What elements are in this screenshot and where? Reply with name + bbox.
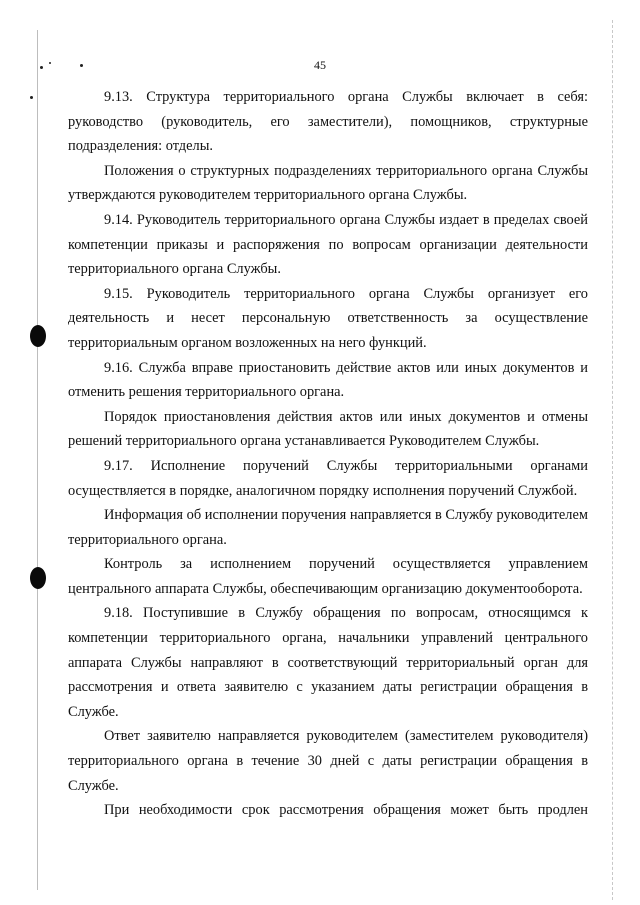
punch-hole-icon — [30, 567, 46, 589]
paragraph: Информация об исполнении поручения направляется в Службу руководителем территориального органа. — [68, 507, 588, 548]
right-margin-rule — [612, 20, 614, 900]
page-number: 45 — [314, 58, 326, 72]
left-margin-rule — [37, 30, 38, 890]
paragraph: Контроль за исполнением поручений осуществляется управлением центрального аппарата Службы, обеспечивающим организацию документооборота. — [68, 556, 588, 597]
paragraph: При необходимости срок рассмотрения обращения может быть продлен — [104, 802, 588, 819]
paragraph: 9.17. Исполнение поручений Службы территориальными органами осуществляется в порядке, аналогичном порядку исполнения поручений Службой. — [68, 457, 588, 499]
paragraph: 9.14. Руководитель территориального органа Службы издает в пределах своей компетенции приказы и распоряжения по вопросам организации деятельности территориального органа Службы. — [68, 211, 588, 278]
paragraph: Ответ заявителю направляется руководителем (заместителем руководителя) территориального органа в течение 30 дней с даты регистрации обращения в Службе. — [68, 728, 588, 794]
paragraph: 9.15. Руководитель территориального органа Службы организует его деятельность и несет персональную ответственность за осуществление территориальным органом возложенных на него функций. — [68, 285, 588, 351]
paragraph: 9.16. Служба вправе приостановить действие актов или иных документов и отменить решения территориального органа. — [68, 359, 588, 401]
document-body — [68, 85, 588, 823]
punch-hole-icon — [30, 325, 46, 347]
paragraph: 9.13. Структура территориального органа Службы включает в себя: руководство (руководитель, его заместители), помощников, структурные подразделения: отделы. — [68, 89, 588, 155]
paragraph: Положения о структурных подразделениях территориального органа Службы утверждаются руководителем территориального органа Службы. — [68, 162, 588, 204]
scan-speck — [30, 96, 33, 99]
paragraph: Порядок приостановления действия актов или иных документов и отмены решений территориального органа устанавливается Руководителем Службы. — [68, 408, 588, 450]
paragraph: 9.18. Поступившие в Службу обращения по вопросам, относящимся к компетенции территориального органа, начальники управлений центрального аппарата Службы направляют в соответствующий территориальный орган для рассмотрения и ответа заявителю с указанием даты регистрации обращения в Службе. — [68, 605, 588, 720]
